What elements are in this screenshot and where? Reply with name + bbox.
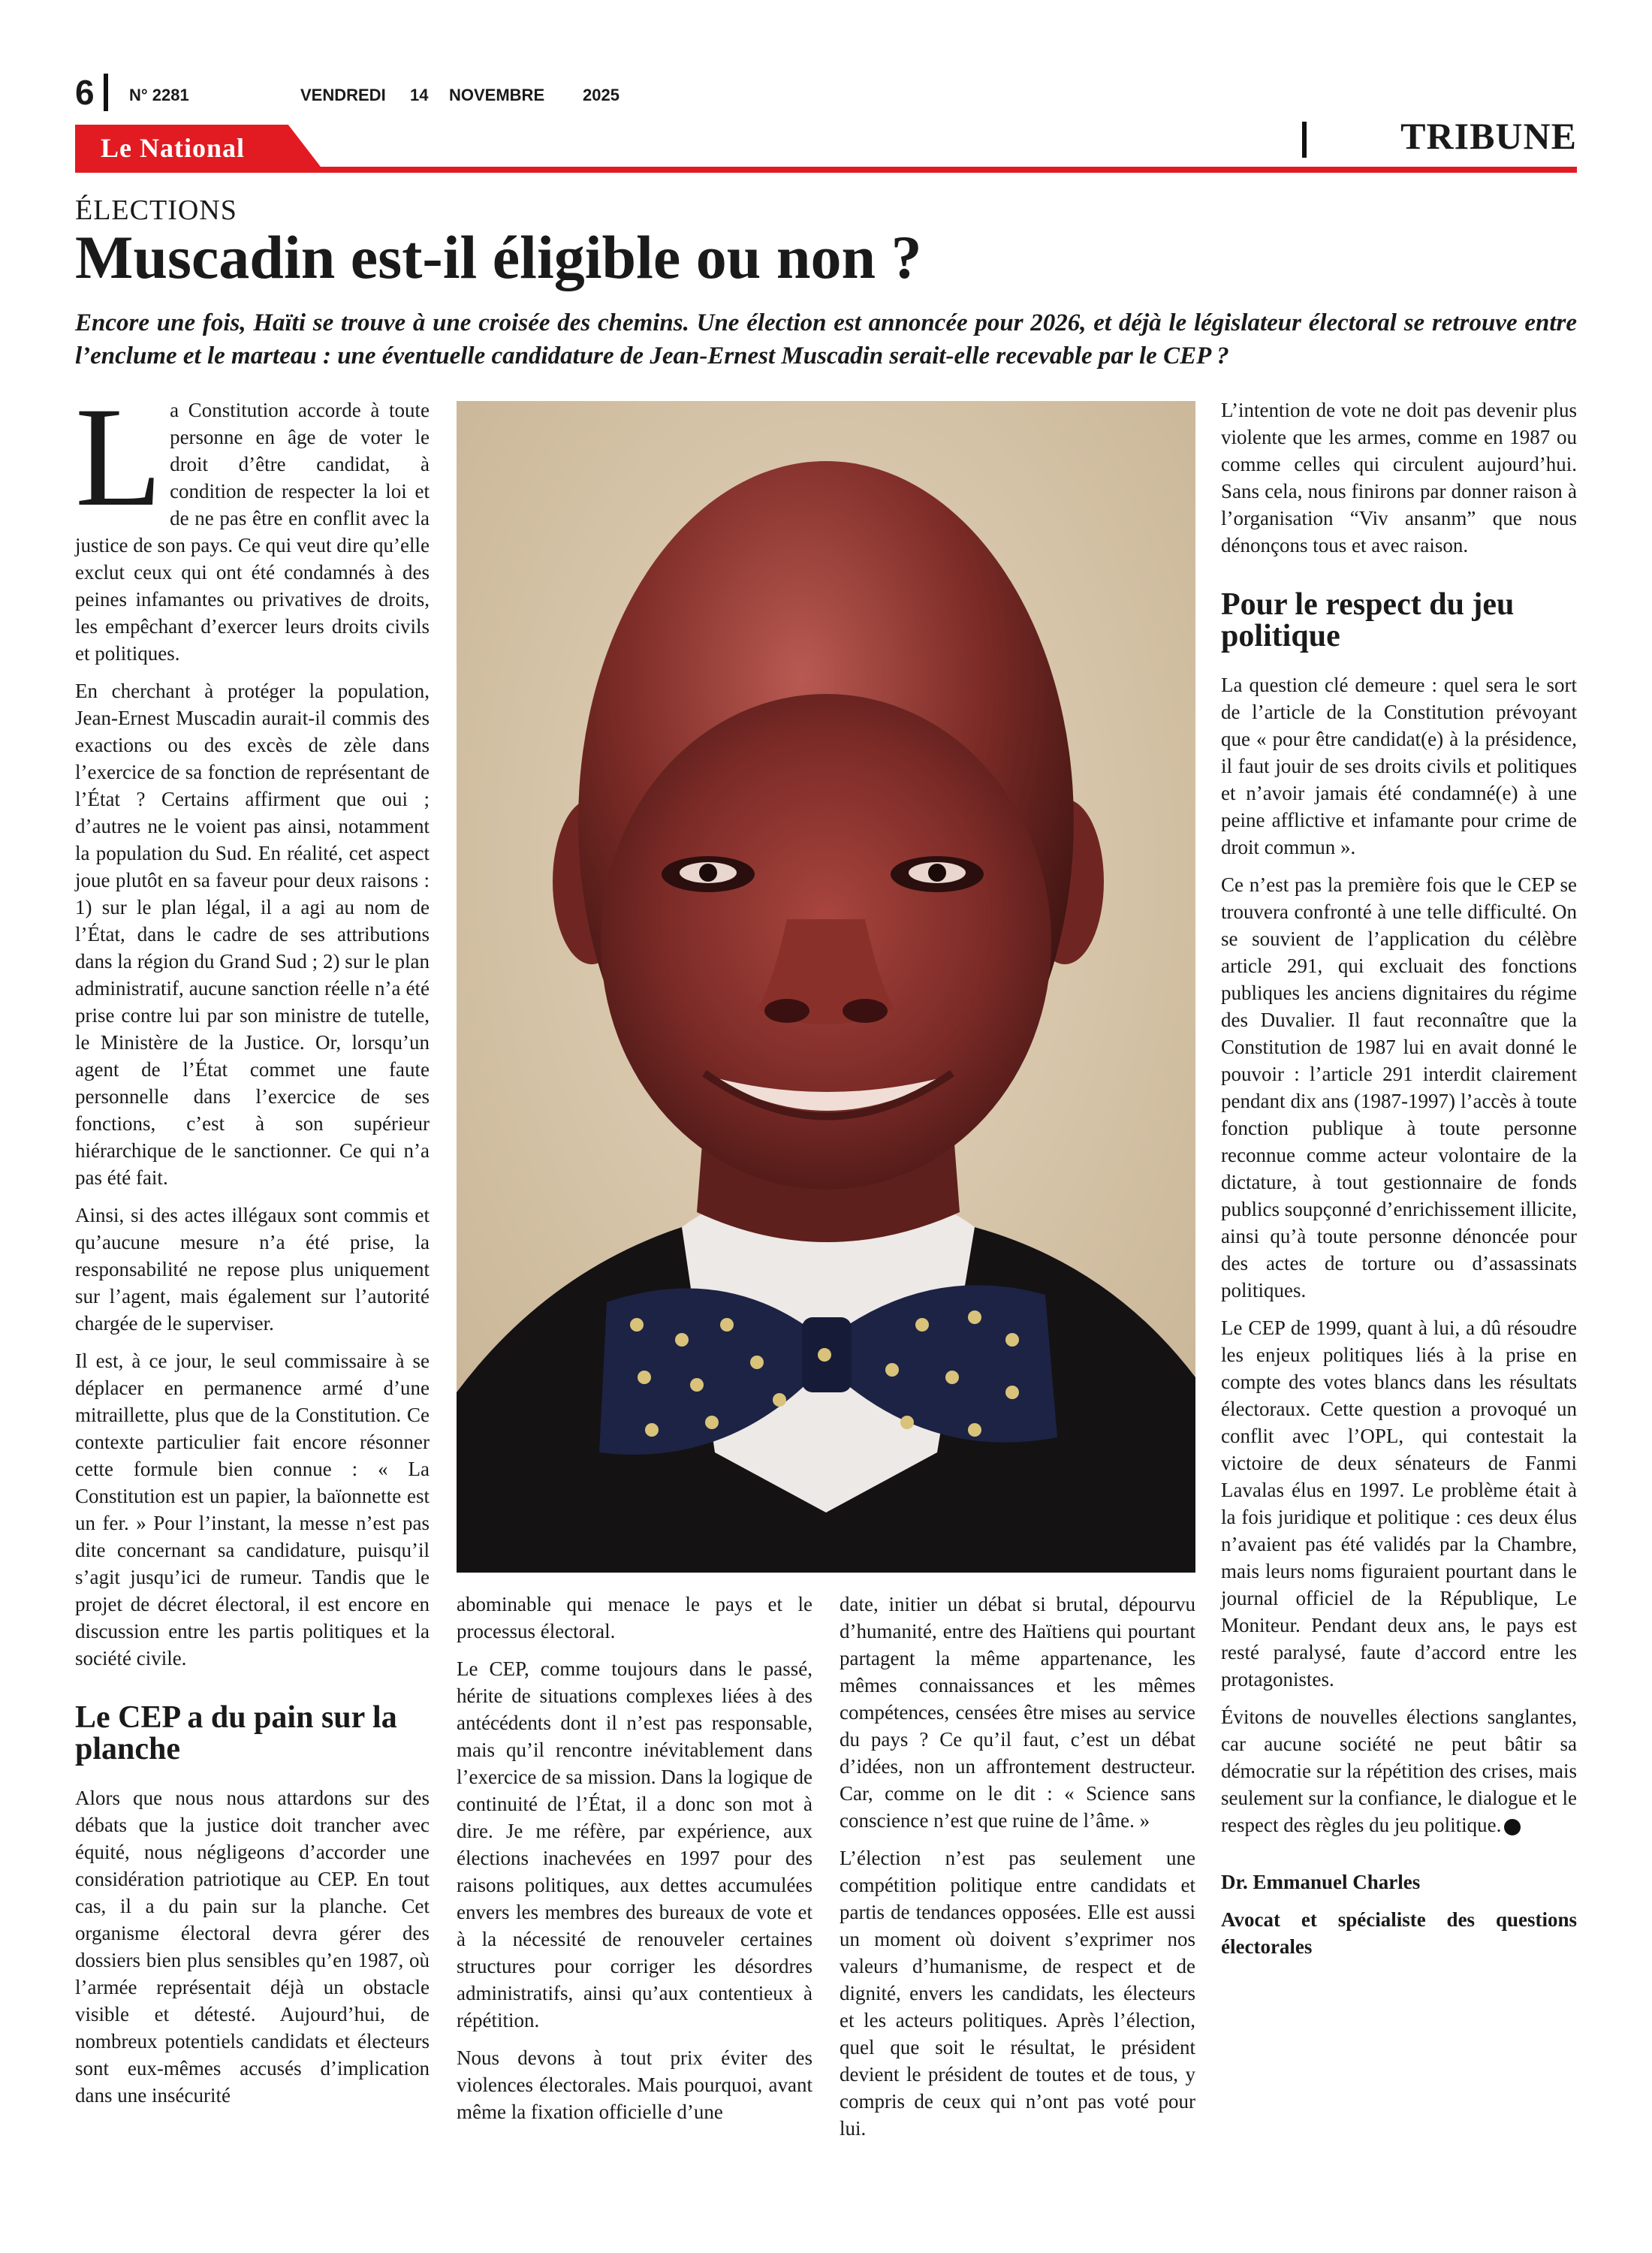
paragraph: L’élection n’est pas seulement une compétition politique entre candidats et partis de tendances opposées. Elle est aussi un moment où doivent s’exprimer nos valeurs d’humanisme, de respect et de dignité, envers les candidats, les électeurs et les acteurs politiques. Après l’élection, quel que soit le résultat, le président devient le président de toutes et de tous, y compris de ceux qui n’ont pas voté pour lui. bbox=[840, 1847, 1195, 2140]
article-title: Muscadin est-il éligible ou non ? bbox=[75, 223, 922, 291]
section-divider bbox=[1302, 122, 1307, 158]
article-column-4 bbox=[1221, 397, 1577, 1971]
subheading: Pour le respect du jeu politique bbox=[1221, 587, 1515, 653]
portrait-illustration bbox=[457, 401, 1195, 1573]
drop-cap: L bbox=[75, 379, 163, 536]
article-column-1 bbox=[75, 379, 430, 2119]
paragraph bbox=[1221, 1703, 1577, 1838]
date-day: 14 bbox=[410, 86, 429, 104]
paragraph: Il est, à ce jour, le seul commissaire à se déplacer en permanence armé d’une mitraillette, plus que de la Constitution. Ce contexte particulier fait encore résonner cette formule bien connue : « La Constitution est un papier, la baïonnette est un fer. » Pour l’instant, la messe n’est pas dite concernant sa candidature, puisqu’il s’agit jusqu’ici de rumeur. Tandis que le projet de décret électoral, il est encore en discussion entre les partis politiques et la société civile. bbox=[75, 1350, 430, 1669]
paragraph bbox=[75, 379, 430, 667]
section-label: TRIBUNE bbox=[1400, 115, 1577, 157]
paragraph: Nous devons à tout prix éviter des violences électorales. Mais pourquoi, avant même la fixation officielle d’une bbox=[457, 2046, 812, 2123]
date-month: NOVEMBRE bbox=[449, 86, 545, 104]
paragraph: En cherchant à protéger la population, Jean-Ernest Muscadin aurait-il commis des exactions ou des excès de zèle dans l’exercice de sa fonction de représentant de l’État ? Certains affirment que oui ; d’autres ne le voient pas ainsi, notamment la population du Sud. En réalité, cet aspect joue plutôt en sa faveur pour deux raisons : 1) sur le plan légal, il a agi au nom de l’État, dans le cadre de ses attributions dans la région du Grand Sud ; 2) sur le plan administratif, aucune sanction réelle n’a été prise contre lui par son ministre de tutelle, le Ministère de la Justice. Or, lorsqu’un agent de l’État commet une faute personnelle dans l’exercice de ses fonctions, c’est à son supérieur hiérarchique de le sanctionner. Ce qui n’a pas été fait. bbox=[75, 680, 430, 1189]
paragraph: Le CEP de 1999, quant à lui, a dû résoudre les enjeux politiques liés à la prise en compte des votes blancs dans les résultats électoraux. Cette question a provoqué un conflit avec l’OPL, qui contestait la victoire de deux sénateurs de Fanmi Lavalas élus en 1997. Le problème était à la fois juridique et politique : ces deux élus n’avaient pas été validés par la Chambre, mais leurs noms figuraient pourtant dans le journal officiel de la République, Le Moniteur. Pendant deux ans, le pays est resté paralysé, faute d’accord entre les protagonistes. bbox=[1221, 1317, 1577, 1691]
paragraph: Alors que nous nous attardons sur des débats que la justice doit trancher avec équité, nous négligeons d’accorder une considération patriotique au CEP. En tout cas, il a du pain sur la planche. Cet organisme électoral devra gérer des dossiers bien plus sensibles qu’en 1987, où l’armée représentait déjà un obstacle visible et détesté. Aujourd’hui, de nombreux potentiels candidats et électeurs sont eux-mêmes accusés d’implication dans une insécurité bbox=[75, 1787, 430, 2107]
issue-number: N° 2281 bbox=[129, 86, 189, 104]
paragraph: date, initier un débat si brutal, dépourvu d’humanité, entre des Haïtiens qui pourtant partagent la même appartenance, les mêmes connaissances et les mêmes compétences, censées être mises au service du pays ? Ce qu’il faut, c’est un débat d’idées, non un affrontement destructeur. Car, comme on le dit : « Science sans conscience n’est que ruine de l’âme. » bbox=[840, 1593, 1195, 1832]
paragraph: Ce n’est pas la première fois que le CEP se trouvera confronté à une telle difficulté. On se souvient de l’application du célèbre article 291, qui excluait des fonctions publiques les anciens dignitaires du régime des Duvalier. Il faut reconnaître que la Constitution de 1987 lui en avait donné le pouvoir : l’article 291 interdit clairement pendant dix ans (1987-1997) l’accès à toute fonction publique à toute personne reconnue comme acteur volontaire de la dictature, à tout gestionnaire de fonds publics soupçonné d’enrichissement illicite, ainsi qu’à toute personne dénoncée pour des actes de torture ou d’assassinats politiques. bbox=[1221, 873, 1577, 1301]
paragraph-text: Évitons de nouvelles élections sanglantes, car aucune société ne peut bâtir sa démocratie sur la répétition des crises, mais seulement sur la confiance, le dialogue et le respect des règles du jeu politique. bbox=[1221, 1706, 1577, 1836]
paragraph: La question clé demeure : quel sera le sort de l’article de la Constitution prévoyant que « pour être candidat(e) à la présidence, il faut jouir de ses droits civils et politiques et n’avoir jamais été condamné(e) à une peine afflictive et infamante pour crime de droit commun ». bbox=[1221, 674, 1577, 858]
article-lead: Encore une fois, Haïti se trouve à une croisée des chemins. Une élection est annoncée pour 2026, et déjà le législateur électoral se retrouve entre l’enclume et le marteau : une éventuelle candidature de Jean-Ernest Muscadin serait-elle recevable par le CEP ? bbox=[75, 309, 1577, 369]
paragraph-text: a Constitution accorde à toute personne en âge de voter le droit d’être candidat, à condition de respecter la loi et de ne pas être en conflit avec la justice de son pays. Ce qui veut dire qu’elle exclut ceux qui ont été condamnés à des peines infamantes ou privatives de droits, les empêchant d’exercer leurs droits civils et politiques. bbox=[75, 399, 430, 665]
paragraph: Ainsi, si des actes illégaux sont commis et qu’aucune mesure n’a été prise, la responsabilité ne repose plus uniquement sur l’agent, mais également sur l’autorité chargée de le superviser. bbox=[75, 1204, 430, 1335]
paragraph: abominable qui menace le pays et le processus électoral. bbox=[457, 1593, 812, 1642]
header-rule bbox=[75, 167, 1577, 173]
date-weekday: VENDREDI bbox=[300, 86, 386, 104]
page-number: 6 bbox=[75, 73, 95, 112]
subheading: Le CEP a du pain sur la planche bbox=[75, 1700, 397, 1766]
date-year: 2025 bbox=[583, 86, 620, 104]
author-name: Dr. Emmanuel Charles bbox=[1221, 1871, 1421, 1893]
brand-logo: Le National bbox=[101, 133, 246, 163]
article-column-3 bbox=[840, 1591, 1195, 2152]
paragraph: L’intention de vote ne doit pas devenir plus violente que les armes, comme en 1987 ou comme celles qui circulent aujourd’hui. Sans cela, nous finirons par donner raison à l’organisation “Viv ansanm” que nous dénonçons tous et avec raison. bbox=[1221, 399, 1577, 556]
article-kicker: ÉLECTIONS bbox=[75, 195, 237, 226]
header-divider bbox=[104, 74, 108, 111]
author-role: Avocat et spécialiste des questions électorales bbox=[1221, 1908, 1577, 1958]
article-column-2 bbox=[457, 1591, 812, 2136]
portrait-photo bbox=[457, 401, 1195, 1573]
paragraph: Le CEP, comme toujours dans le passé, hérite de situations complexes liées à des antécédents dont il n’est pas responsable, mais qu’il rencontre inévitablement dans l’exercice de sa mission. Dans la logique de continuité de l’État, il a donc son mot à dire. Je me réfère, par expérience, aux élections inachevées en 1997 pour des raisons politiques, aux dettes accumulées envers les membres des bureaux de vote et à la nécessité de renouveler certaines structures pour corriger les désordres administratifs, ainsi qu’aux contentieux à répétition. bbox=[457, 1657, 812, 2031]
end-mark-icon bbox=[1504, 1819, 1521, 1835]
